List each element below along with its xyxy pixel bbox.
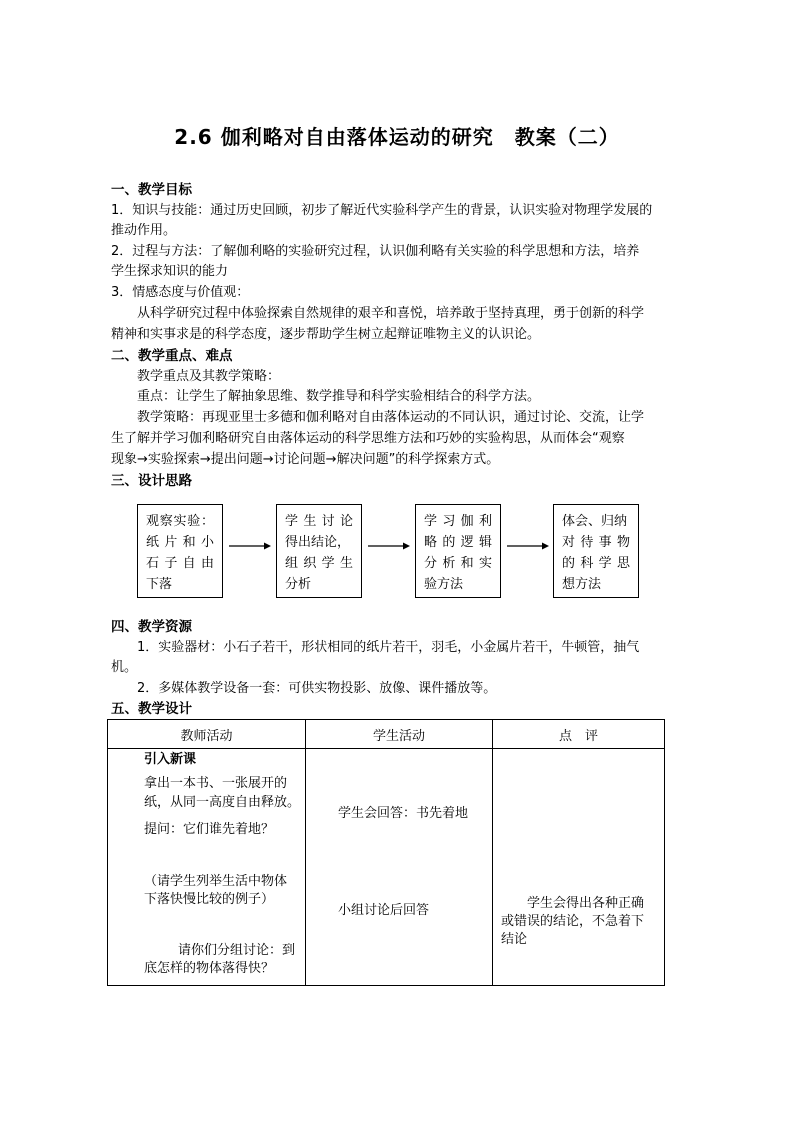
- teaching-design-table: [107, 719, 665, 986]
- section-heading-design-idea: 三、设计思路: [111, 473, 192, 489]
- comment-line: 或错误的结论，不急着下: [501, 914, 645, 929]
- flow-step-line: 学习伽利: [424, 514, 492, 529]
- flow-step-1: [137, 504, 223, 598]
- paragraph-line: 现象→实验探索→提出问题→讨论问题→解决问题”的科学探索方式。: [111, 452, 500, 467]
- teacher-activity-cell: [108, 749, 306, 986]
- teacher-line: （请学生列举生活中物体: [144, 874, 288, 889]
- flow-step-line: 组织学生: [285, 556, 353, 571]
- student-line: 小组讨论后回答: [338, 903, 430, 918]
- column-header-teacher: 教师活动: [108, 720, 306, 749]
- paragraph-line: 推动作用。: [111, 223, 177, 238]
- flow-arrow-icon: [507, 545, 549, 547]
- column-header-student: 学生活动: [306, 720, 493, 749]
- paragraph-line: 2．过程与方法：了解伽利略的实验研究过程，认识伽利略有关实验的科学思想和方法，培养: [111, 244, 640, 259]
- paragraph-line: 教学重点及其教学策略：: [137, 369, 281, 384]
- flow-step-line: 得出结论，: [285, 535, 351, 550]
- flow-arrow-icon: [368, 545, 410, 547]
- section-heading-key-points: 二、教学重点、难点: [111, 348, 233, 364]
- paragraph-line: 机。: [111, 660, 138, 675]
- page-title: 2.6 伽利略对自由落体运动的研究 教案（二）: [174, 125, 620, 149]
- teacher-line: 拿出一本书、一张展开的: [144, 776, 288, 791]
- paragraph-line: 精神和实事求是的科学态度，逐步帮助学生树立起辩证唯物主义的认识论。: [111, 327, 541, 342]
- paragraph-line: 3．情感态度与价值观：: [111, 285, 250, 300]
- flow-step-line: 纸片和小: [146, 535, 214, 550]
- paragraph-line: 1．实验器材：小石子若干，形状相同的纸片若干，羽毛，小金属片若干，牛顿管，抽气: [137, 640, 640, 655]
- flow-step-3: [415, 504, 501, 598]
- section-heading-resources: 四、教学资源: [111, 619, 192, 635]
- flow-step-line: 石子自由: [146, 556, 214, 571]
- flow-arrow-icon: [229, 545, 271, 547]
- flow-step-2: [276, 504, 362, 598]
- paragraph-line: 生了解并学习伽利略研究自由落体运动的科学思维方法和巧妙的实验构思，从而体会“观察: [111, 431, 625, 446]
- paragraph-line: 学生探求知识的能力: [111, 264, 229, 279]
- flow-step-line: 学生讨论: [285, 514, 353, 529]
- student-activity-cell: [306, 749, 493, 986]
- flow-step-line: 下落: [146, 577, 173, 592]
- flow-step-line: 分析: [285, 577, 312, 592]
- comment-line: 结论: [501, 932, 528, 947]
- student-line: 学生会回答：书先着地: [338, 806, 469, 821]
- flow-step-line: 的科学思: [562, 556, 630, 571]
- teacher-line: 请你们分组讨论：到: [178, 943, 296, 958]
- teacher-line: 底怎样的物体落得快？: [144, 961, 275, 976]
- flow-step-line: 想方法: [562, 577, 602, 592]
- paragraph-line: 教学策略：再现亚里士多德和伽利略对自由落体运动的不同认识，通过讨论、交流，让学: [137, 410, 645, 425]
- section-heading-teaching-design: 五、教学设计: [111, 701, 192, 717]
- column-header-comment: 点 评: [493, 720, 665, 749]
- flow-step-line: 分析和实: [424, 556, 492, 571]
- teacher-line: 纸，从同一高度自由释放。: [144, 795, 301, 810]
- flow-step-line: 体会、归纳: [562, 514, 628, 529]
- flow-step-line: 略的逻辑: [424, 535, 492, 550]
- teacher-line: 提问：它们谁先着地？: [144, 822, 275, 837]
- paragraph-line: 1．知识与技能：通过历史回顾，初步了解近代实验科学产生的背景，认识实验对物理学发展的: [111, 203, 653, 218]
- section-heading-objectives: 一、教学目标: [111, 182, 192, 198]
- flow-step-line: 对待事物: [562, 535, 630, 550]
- comment-cell: [493, 749, 665, 986]
- paragraph-line: 从科学研究过程中体验探索自然规律的艰辛和喜悦，培养敢于坚持真理，勇于创新的科学: [137, 306, 645, 321]
- paragraph-line: 重点：让学生了解抽象思维、数学推导和科学实验相结合的科学方法。: [137, 389, 541, 404]
- intro-label: 引入新课: [144, 752, 197, 767]
- comment-line: 学生会得出各种正确: [527, 896, 645, 911]
- paragraph-line: 2．多媒体教学设备一套：可供实物投影、放像、课件播放等。: [137, 681, 497, 696]
- flow-step-line: 观察实验：: [146, 514, 214, 529]
- flow-step-4: [553, 504, 639, 598]
- teacher-line: 下落快慢比较的例子）: [144, 892, 275, 907]
- flow-step-line: 验方法: [424, 577, 464, 592]
